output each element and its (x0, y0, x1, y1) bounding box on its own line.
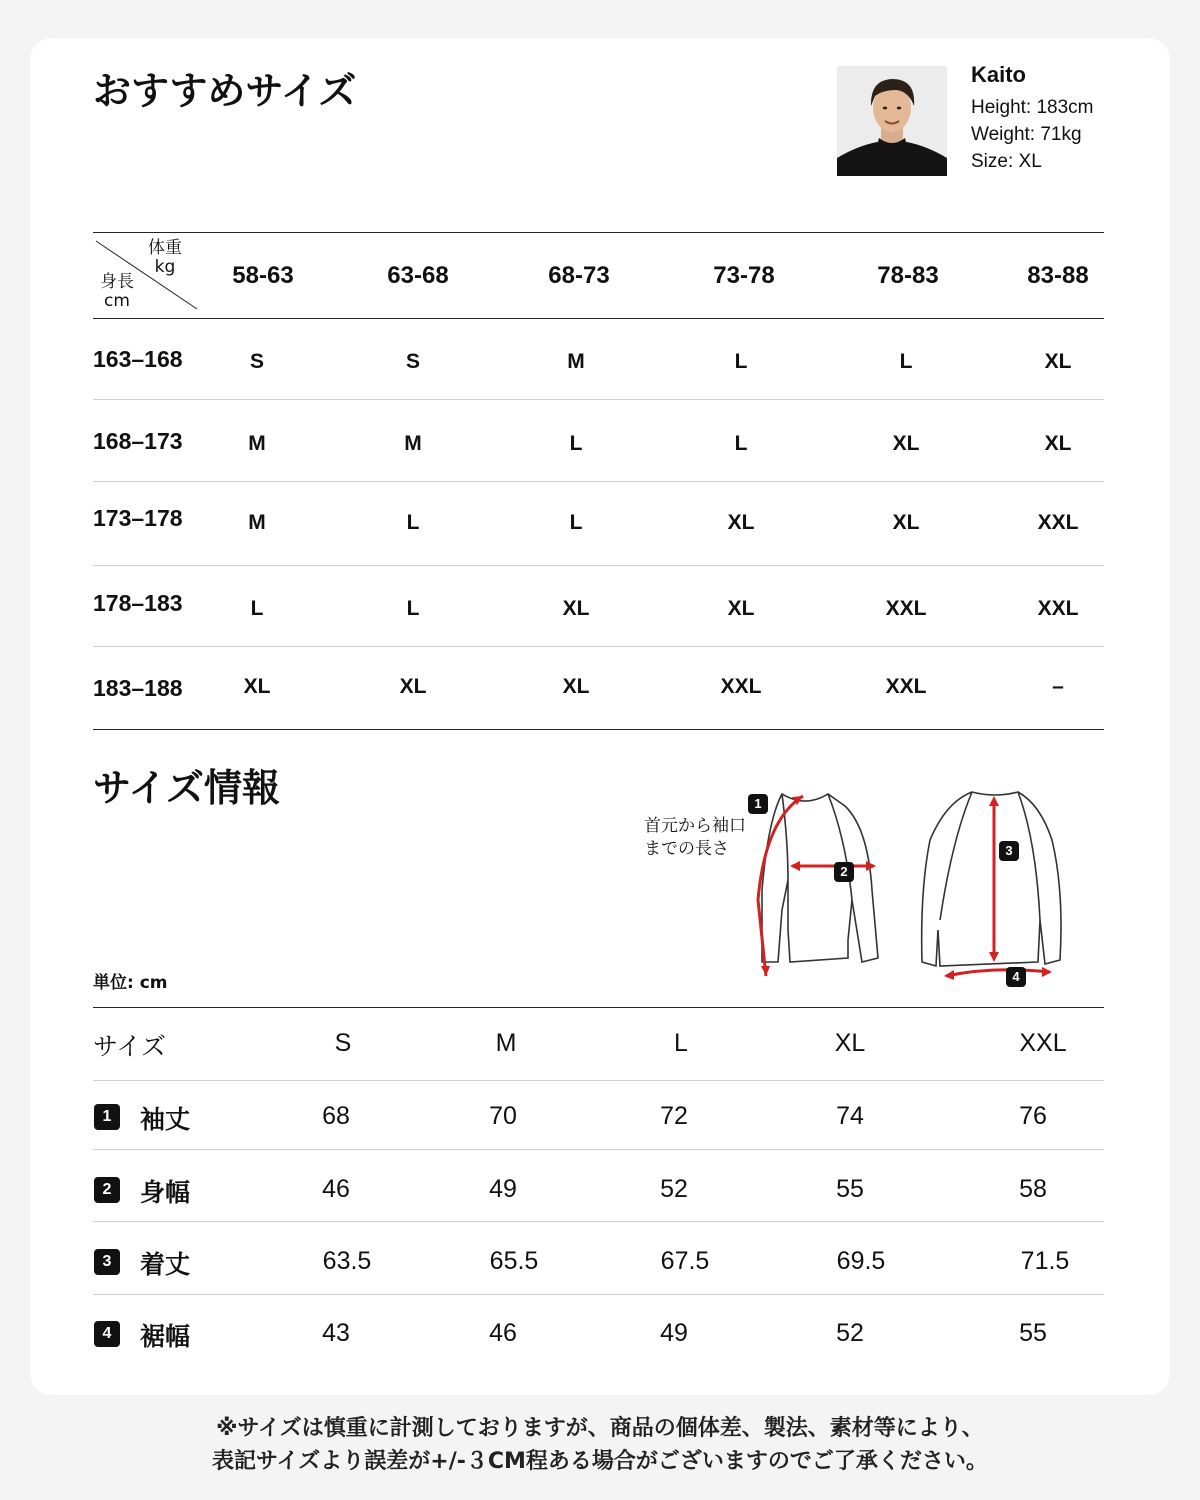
measure-number-badge: 1 (94, 1104, 120, 1130)
size-cell: L (734, 350, 748, 373)
height-range-label: 163–168 (93, 346, 183, 372)
measure-value: 52 (660, 1175, 688, 1203)
measure-value: 63.5 (322, 1247, 372, 1275)
table-top-rule (93, 232, 1104, 233)
measure-value: 58 (1019, 1175, 1047, 1203)
diagram-marker-1: 1 (748, 794, 768, 814)
row-divider (93, 1221, 1104, 1222)
disclaimer-line-1: ※サイズは慎重に計測しておりますが、商品の個体差、製法、素材等により、 (216, 1416, 984, 1441)
size-cell: L (899, 350, 913, 373)
row-divider (93, 399, 1104, 400)
measure-value: 46 (489, 1319, 517, 1347)
model-name: Kaito (971, 62, 1026, 87)
model-info (971, 62, 1094, 175)
measure-value: 72 (660, 1102, 688, 1130)
size-cell: S (405, 350, 421, 373)
garment-diagram (640, 780, 1100, 995)
size-cell: XXL (1037, 597, 1079, 620)
size-cell: L (250, 597, 264, 620)
size-guide-card (30, 38, 1170, 1395)
weight-range-header: 73-78 (713, 262, 775, 289)
size-cell: XL (892, 511, 920, 534)
corner-height-label: 身長 cm (100, 272, 134, 311)
size-column-label: サイズ (93, 1032, 167, 1061)
measure-name: 裾幅 (140, 1322, 191, 1351)
unit-label: 単位: cm (93, 973, 168, 993)
size-cell: XL (243, 675, 271, 698)
size-cell: XXL (885, 675, 927, 698)
height-range-label: 173–178 (93, 505, 183, 531)
size-cell: XL (892, 432, 920, 455)
height-range-label: 183–188 (93, 675, 183, 701)
measure-value: 49 (660, 1319, 688, 1347)
size-cell: XL (1044, 432, 1072, 455)
recommended-size-title: おすすめサイズ (93, 69, 357, 113)
measure-value: 70 (489, 1102, 517, 1130)
height-range-label: 168–173 (93, 428, 183, 454)
diagram-marker-4: 4 (1006, 967, 1026, 987)
measure-number-badge: 4 (94, 1321, 120, 1347)
size-cell: XL (562, 675, 590, 698)
size-cell: M (567, 350, 585, 373)
measure-value: 49 (489, 1175, 517, 1203)
measure-value: 46 (322, 1175, 350, 1203)
size-cell: L (734, 432, 748, 455)
size-cell: L (406, 597, 420, 620)
measure-value: 68 (322, 1102, 350, 1130)
measure-value: 74 (836, 1102, 864, 1130)
size-cell: S (249, 350, 265, 373)
measure-name: 身幅 (140, 1178, 191, 1207)
size-cell: L (569, 432, 583, 455)
model-size: Size: XL (971, 151, 1042, 172)
size-cell: XL (727, 511, 755, 534)
shirt-back-outline (922, 792, 1061, 966)
weight-range-header: 78-83 (877, 262, 939, 289)
measure-name: 袖丈 (140, 1105, 191, 1134)
measure-value: 55 (836, 1175, 864, 1203)
size-header: XXL (1019, 1029, 1067, 1057)
measure-number-badge: 2 (94, 1177, 120, 1203)
size-header: S (334, 1029, 352, 1057)
height-range-label: 178–183 (93, 590, 183, 616)
measure-name: 着丈 (140, 1250, 191, 1279)
size-header: M (495, 1029, 517, 1057)
row-divider (93, 1149, 1104, 1150)
size-cell: XXL (1037, 511, 1079, 534)
size-cell: XL (399, 675, 427, 698)
measure-value: 65.5 (489, 1247, 539, 1275)
table-bottom-rule (93, 729, 1104, 730)
size-cell: M (248, 511, 266, 534)
size-header: L (674, 1029, 688, 1057)
weight-range-header: 68-73 (548, 262, 610, 289)
model-weight: Weight: 71kg (971, 124, 1082, 145)
size-info-title: サイズ情報 (93, 766, 280, 810)
measure-value: 52 (836, 1319, 864, 1347)
measure-value: 67.5 (660, 1247, 710, 1275)
disclaimer-line-2: 表記サイズより誤差が+/-３CM程ある場合がございますのでご了承ください。 (212, 1449, 988, 1474)
row-divider (93, 481, 1104, 482)
measure-value: 76 (1019, 1102, 1047, 1130)
diagram-marker-2: 2 (834, 862, 854, 882)
measure-value: 55 (1019, 1319, 1047, 1347)
measure-value: 69.5 (836, 1247, 886, 1275)
size-cell: L (406, 511, 420, 534)
header-rule (93, 318, 1104, 319)
measure-number-badge: 3 (94, 1249, 120, 1275)
corner-weight-label: 体重 kg (148, 238, 182, 277)
size-cell: M (248, 432, 266, 455)
size-cell: XXL (885, 597, 927, 620)
measure-table-top-rule (93, 1007, 1104, 1008)
size-cell: M (404, 432, 422, 455)
size-cell: L (569, 511, 583, 534)
diagram-marker-3: 3 (999, 841, 1019, 861)
sleeve-length-caption: 首元から袖口 までの長さ (644, 816, 746, 859)
model-photo (837, 66, 947, 176)
row-divider (93, 646, 1104, 647)
model-height: Height: 183cm (971, 97, 1094, 118)
weight-range-header: 83-88 (1027, 262, 1089, 289)
row-divider (93, 1294, 1104, 1295)
row-divider (93, 565, 1104, 566)
weight-range-header: 58-63 (232, 262, 294, 289)
size-cell: XL (562, 597, 590, 620)
size-cell: – (1052, 675, 1064, 698)
measure-value: 43 (322, 1319, 350, 1347)
measure-value: 71.5 (1020, 1247, 1070, 1275)
size-cell: XL (1044, 350, 1072, 373)
size-cell: XL (727, 597, 755, 620)
weight-range-header: 63-68 (387, 262, 449, 289)
size-header: XL (834, 1029, 866, 1057)
row-divider (93, 1080, 1104, 1081)
size-cell: XXL (720, 675, 762, 698)
